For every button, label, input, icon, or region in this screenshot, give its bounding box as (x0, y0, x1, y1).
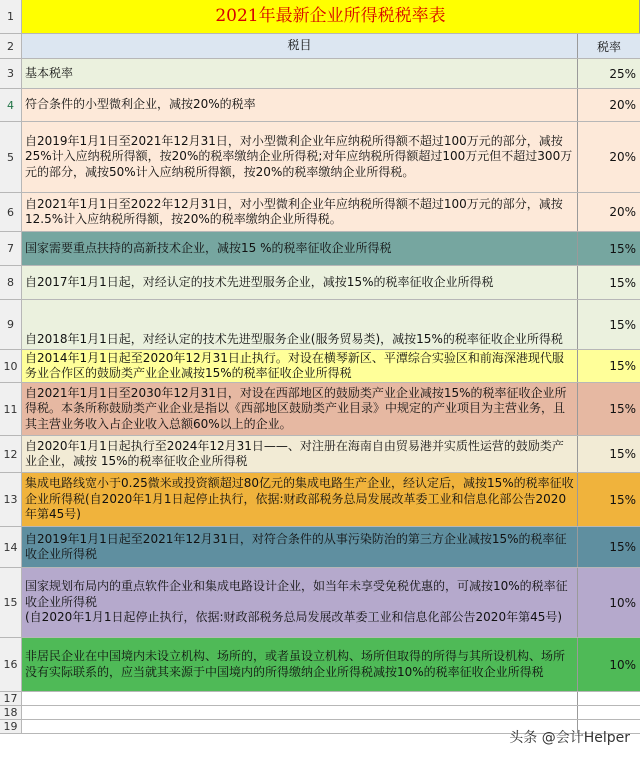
empty-cell[interactable] (22, 692, 578, 705)
tax-item-cell[interactable]: 国家规划布局内的重点软件企业和集成电路设计企业，如当年未享受免税优惠的，可减按10%的税率征收企业所得税 (自2020年1月1日起停止执行，依据:财政部税务总局发展改革委工业和信息化部公告2020年第45号) (22, 568, 578, 637)
tax-item-cell[interactable]: 集成电路线宽小于0.25微米或投资额超过80亿元的集成电路生产企业，经认定后，减按15%的税率征收企业所得税(自2020年1月1日起停止执行，依据:财政部税务总局发展改革委工业和信息化部公告2020年第45号) (22, 473, 578, 526)
tax-item-cell[interactable]: 自2014年1月1日起至2020年12月31日止执行。对设在横琴新区、平潭综合实验区和前海深港现代服务业合作区的鼓励类产业企业减按15%的税率征收企业所得税 (22, 350, 578, 382)
table-row (0, 89, 640, 122)
table-row (0, 436, 640, 473)
watermark-text: 头条 @会计Helper (509, 730, 630, 746)
table-row (0, 300, 640, 350)
row-number[interactable]: 14 (0, 527, 22, 567)
row-number[interactable]: 7 (0, 232, 22, 265)
empty-cell[interactable] (22, 720, 578, 733)
tax-item-cell[interactable]: 自2020年1月1日起执行至2024年12月31日——、对注册在海南自由贸易港并实质性运营的鼓励类产业企业，减按 15%的税率征收企业所得税 (22, 436, 578, 472)
tax-item-cell[interactable]: 自2021年1月1日至2030年12月31日，对设在西部地区的鼓励类产业企业减按15%的税率征收企业所得税。本条所称鼓励类产业企业是指以《西部地区鼓励类产业目录》中规定的产业项目为主营业务，且其主营业务收入占企业收入总额60%以上的企业。 (22, 383, 578, 435)
row-number[interactable]: 12 (0, 436, 22, 472)
row-number[interactable]: 3 (0, 59, 22, 88)
table-row (0, 266, 640, 300)
table-row (0, 527, 640, 568)
empty-cell[interactable] (578, 706, 640, 719)
row-number[interactable]: 18 (0, 706, 22, 719)
column-header-rate[interactable]: 税率 (578, 34, 640, 58)
table-row (0, 122, 640, 193)
tax-item-cell[interactable]: 非居民企业在中国境内未设立机构、场所的，或者虽设立机构、场所但取得的所得与其所设机构、场所没有实际联系的，应当就其来源于中国境内的所得缴纳企业所得税减按10%的税率征收企业所得税 (22, 638, 578, 691)
tax-item-cell[interactable]: 基本税率 (22, 59, 578, 88)
row-number[interactable]: 9 (0, 300, 22, 349)
empty-cell[interactable] (22, 706, 578, 719)
row-number[interactable]: 8 (0, 266, 22, 299)
title-row (0, 0, 640, 34)
tax-item-cell[interactable]: 自2019年1月1日起至2021年12月31日，对符合条件的从事污染防治的第三方企业减按15%的税率征收企业所得税 (22, 527, 578, 567)
row-number[interactable]: 10 (0, 350, 22, 382)
table-row (0, 350, 640, 383)
tax-rate-cell[interactable]: 15% (578, 473, 640, 526)
tax-rate-cell[interactable]: 10% (578, 638, 640, 691)
table-row (0, 59, 640, 89)
row-number[interactable]: 15 (0, 568, 22, 637)
column-header-item[interactable]: 税目 (22, 34, 578, 58)
tax-rate-cell[interactable]: 15% (578, 436, 640, 472)
tax-item-cell[interactable]: 自2018年1月1日起，对经认定的技术先进型服务企业(服务贸易类)，减按15%的税率征收企业所得税 (22, 300, 578, 349)
row-number[interactable]: 13 (0, 473, 22, 526)
tax-rate-cell[interactable]: 15% (578, 232, 640, 265)
tax-rate-cell[interactable]: 15% (578, 350, 640, 382)
watermark (509, 727, 630, 747)
tax-rate-cell[interactable]: 20% (578, 193, 640, 231)
header-row (0, 34, 640, 59)
tax-item-cell[interactable]: 国家需要重点扶持的高新技术企业，减按15 %的税率征收企业所得税 (22, 232, 578, 265)
row-number[interactable]: 11 (0, 383, 22, 435)
sheet-title[interactable]: 2021年最新企业所得税税率表 (22, 0, 640, 33)
tax-item-cell[interactable]: 自2019年1月1日至2021年12月31日，对小型微利企业年应纳税所得额不超过100万元的部分，减按25%计入应纳税所得额，按20%的税率缴纳企业所得税;对年应纳税所得额超过100万元但不超过300万元的部分，减按50%计入应纳税所得额，按20%的税率缴纳企业所得税。 (22, 122, 578, 192)
row-number[interactable]: 5 (0, 122, 22, 192)
tax-rate-cell[interactable]: 15% (578, 300, 640, 349)
row-number[interactable]: 6 (0, 193, 22, 231)
tax-rate-cell[interactable]: 15% (578, 266, 640, 299)
empty-row (0, 692, 640, 706)
tax-item-cell[interactable]: 自2017年1月1日起，对经认定的技术先进型服务企业，减按15%的税率征收企业所得税 (22, 266, 578, 299)
table-row (0, 473, 640, 527)
row-number[interactable]: 2 (0, 34, 22, 58)
tax-rate-cell[interactable]: 25% (578, 59, 640, 88)
table-row (0, 383, 640, 436)
table-row (0, 232, 640, 266)
tax-rate-cell[interactable]: 15% (578, 383, 640, 435)
table-row (0, 638, 640, 692)
table-row (0, 568, 640, 638)
tax-rate-cell[interactable]: 20% (578, 122, 640, 192)
tax-rate-cell[interactable]: 10% (578, 568, 640, 637)
row-number[interactable]: 17 (0, 692, 22, 705)
row-number[interactable]: 1 (0, 0, 22, 33)
tax-rate-cell[interactable]: 20% (578, 89, 640, 121)
row-number[interactable]: 19 (0, 720, 22, 733)
row-number[interactable]: 16 (0, 638, 22, 691)
row-number[interactable]: 4 (0, 89, 22, 121)
table-row (0, 193, 640, 232)
tax-item-cell[interactable]: 自2021年1月1日至2022年12月31日，对小型微利企业年应纳税所得额不超过100万元的部分，减按12.5%计入应纳税所得额，按20%的税率缴纳企业所得税。 (22, 193, 578, 231)
empty-cell[interactable] (578, 692, 640, 705)
empty-row (0, 706, 640, 720)
tax-rate-cell[interactable]: 15% (578, 527, 640, 567)
tax-item-cell[interactable]: 符合条件的小型微利企业，减按20%的税率 (22, 89, 578, 121)
